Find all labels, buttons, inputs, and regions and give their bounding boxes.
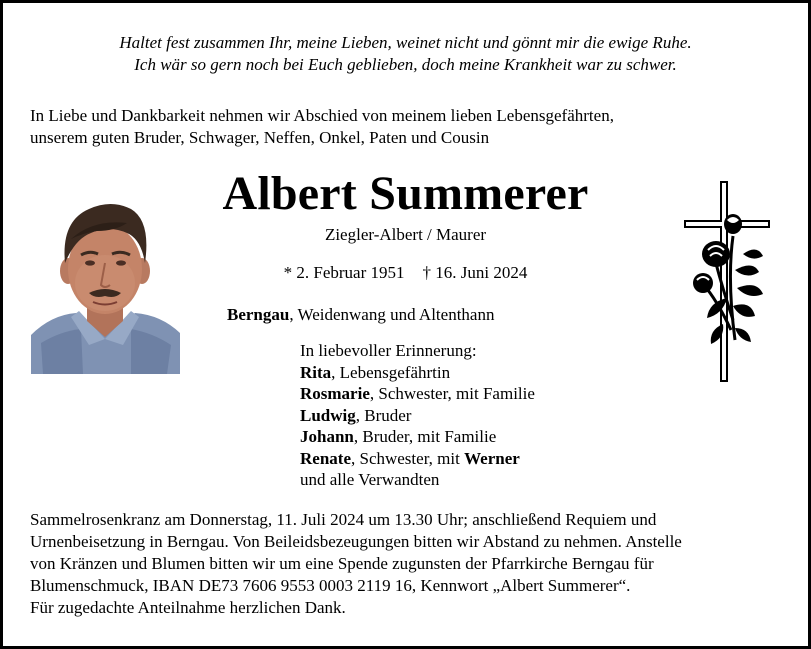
closing-line-1: Sammelrosenkranz am Donnerstag, 11. Juli 2024 um 13.30 Uhr; anschließend Requiem und (30, 510, 657, 529)
poem (3, 32, 808, 76)
portrait-photo (31, 193, 180, 374)
mourner-row (300, 448, 535, 470)
mourner-name: Johann (300, 427, 354, 446)
intro-line-2: unserem guten Bruder, Schwager, Neffen, Onkel, Paten und Cousin (30, 128, 490, 147)
nickname-occupation: Ziegler-Albert / Maurer (324, 225, 487, 244)
memory-footer: und alle Verwandten (300, 470, 440, 489)
death-date: † 16. Juni 2024 (422, 263, 528, 282)
intro-text (30, 105, 614, 149)
poem-line-2: Ich wär so gern noch bei Euch geblieben, doch meine Krankheit war zu schwer. (134, 55, 677, 74)
place-rest: , Weidenwang und Altenthann (289, 305, 495, 324)
mourner-name: Rosmarie (300, 384, 370, 403)
cross-with-roses-icon (683, 180, 771, 383)
closing-text (30, 509, 682, 619)
intro-line-1: In Liebe und Dankbarkeit nehmen wir Abschied von meinem lieben Lebensgefährten, (30, 106, 614, 125)
mourner-row (300, 405, 535, 427)
place-main: Berngau (227, 305, 290, 324)
birth-date: * 2. Februar 1951 (283, 263, 405, 282)
closing-line-3: von Kränzen und Blumen bitten wir um eine Spende zugunsten der Pfarrkirche Berngau für (30, 554, 654, 573)
mourner-row (300, 362, 535, 384)
place-line (227, 305, 494, 325)
mourner-name: Rita (300, 362, 332, 382)
mourner-row (300, 383, 535, 405)
closing-line-4: Blumenschmuck, IBAN DE73 7606 9553 0003 2119 16, Kennwort „Albert Summerer“. (30, 576, 631, 595)
mourner-relation: , Schwester, mit (350, 448, 465, 468)
memory-header: In liebevoller Erinnerung: (300, 341, 477, 360)
mourner-relation: , Bruder, mit Familie (353, 427, 497, 446)
mourner-relation: , Schwester, mit Familie (369, 384, 535, 403)
closing-line-2: Urnenbeisetzung in Berngau. Von Beileidsbezeugungen bitten wir Abstand zu nehmen. Anstelle (30, 532, 682, 551)
closing-line-5: Für zugedachte Anteilnahme herzlichen Dank. (30, 598, 346, 617)
mourner-relation: , Lebensgefährtin (331, 362, 451, 382)
poem-line-1: Haltet fest zusammen Ihr, meine Lieben, weinet nicht und gönnt mir die ewige Ruhe. (119, 33, 692, 52)
mourner-name: Renate (300, 448, 351, 468)
mourners-list (300, 340, 535, 491)
mourner-relation: , Bruder (355, 405, 412, 425)
mourner-partner-name: Werner (464, 448, 520, 468)
deceased-name: Albert Summerer (222, 167, 589, 220)
mourner-name: Ludwig (300, 405, 356, 425)
portrait-illustration (31, 193, 180, 374)
mourner-row (300, 426, 535, 448)
